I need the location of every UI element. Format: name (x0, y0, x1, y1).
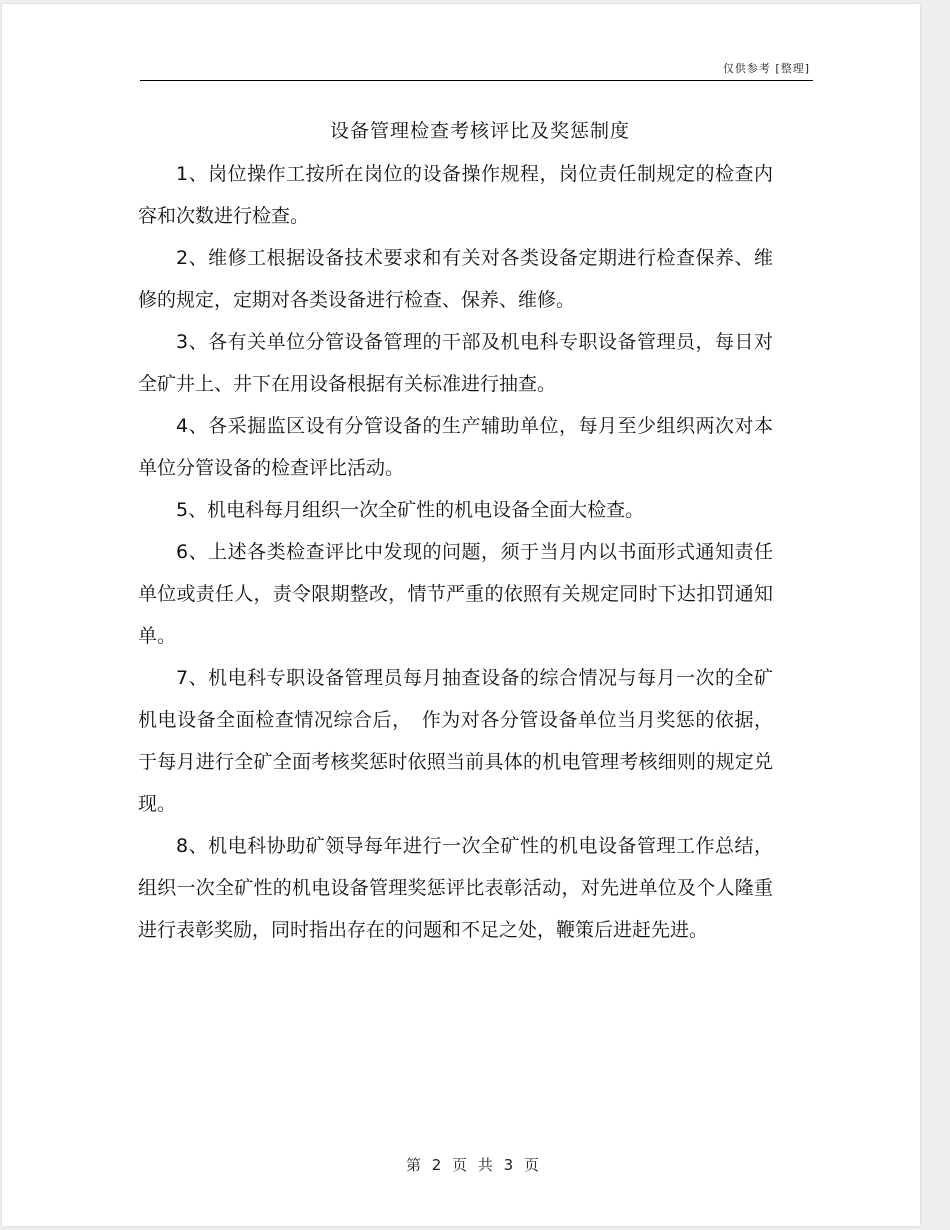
paragraph-6: 6、上述各类检查评比中发现的问题，须于当月内以书面形式通知责任单位或责任人，责令限期整改，情节严重的依照有关规定同时下达扣罚通知单。 (138, 541, 773, 647)
paragraph-5: 5、机电科每月组织一次全矿性的机电设备全面大检查。 (176, 499, 645, 521)
paragraph-2: 2、维修工根据设备技术要求和有关对各类设备定期进行检查保养、维修的规定，定期对各类设备进行检查、保养、维修。 (138, 247, 773, 311)
paragraph-7: 7、机电科专职设备管理员每月抽查设备的综合情况与每月一次的全矿机电设备全面检查情况综合后， 作为对各分管设备单位当月奖惩的依据，于每月进行全矿全面考核奖惩时依照当前具体的机电管理考核细则的规定兑现。 (138, 667, 773, 815)
paragraph-1: 1、岗位操作工按所在岗位的设备操作规程，岗位责任制规定的检查内容和次数进行检查。 (138, 163, 773, 227)
header-note: 仅供参考 [整理] (722, 62, 810, 75)
header-divider (140, 80, 813, 81)
document-body (138, 153, 773, 951)
page-number: 第 2 页 共 3 页 (406, 1156, 542, 1174)
paragraph-8: 8、机电科协助矿领导每年进行一次全矿性的机电设备管理工作总结，组织一次全矿性的机电设备管理奖惩评比表彰活动，对先进单位及个人隆重进行表彰奖励，同时指出存在的问题和不足之处，鞭策后进赶先进。 (138, 835, 773, 941)
document-title: 设备管理检查考核评比及奖惩制度 (329, 120, 630, 142)
paragraph-3: 3、各有关单位分管设备管理的干部及机电科专职设备管理员，每日对全矿井上、井下在用设备根据有关标准进行抽查。 (138, 331, 773, 395)
paragraph-4: 4、各采掘监区设有分管设备的生产辅助单位，每月至少组织两次对本单位分管设备的检查评比活动。 (138, 415, 773, 479)
